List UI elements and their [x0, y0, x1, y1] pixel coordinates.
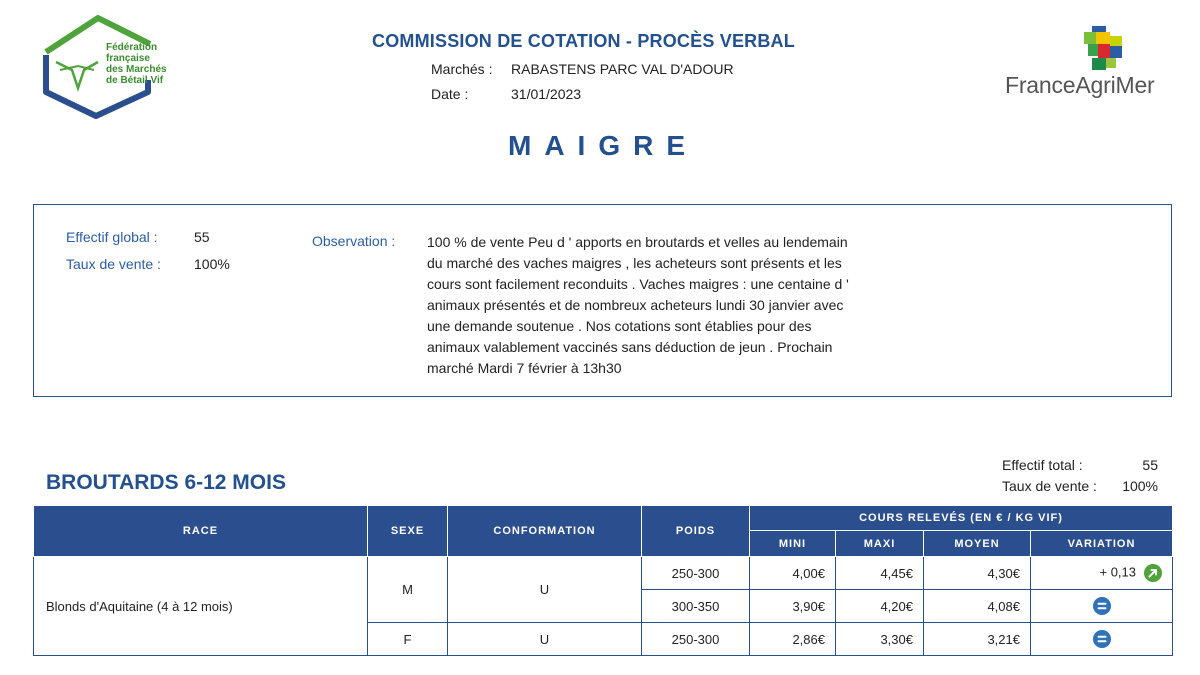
conformation-cell: U — [448, 557, 642, 623]
market-line — [431, 61, 734, 77]
col-maxi: MAXI — [836, 531, 924, 557]
market-value: RABASTENS PARC VAL D'ADOUR — [511, 61, 734, 77]
col-poids: POIDS — [642, 506, 750, 557]
equal-icon — [1093, 597, 1111, 615]
sexe-cell: F — [368, 623, 448, 656]
cotation-table — [33, 505, 1173, 656]
equal-icon — [1093, 630, 1111, 648]
moyen-cell: 4,08€ — [924, 590, 1031, 623]
observation-label: Observation : — [312, 233, 396, 249]
page-title: COMMISSION DE COTATION - PROCÈS VERBAL — [372, 31, 795, 51]
info-box — [33, 204, 1172, 397]
taux-vente-total-label: Taux de vente : — [1002, 478, 1097, 494]
effectif-global-label: Effectif global : — [66, 229, 158, 245]
effectif-total-label: Effectif total : — [1002, 457, 1083, 473]
col-mini: MINI — [750, 531, 836, 557]
col-moyen: MOYEN — [924, 531, 1031, 557]
col-race: RACE — [34, 506, 368, 557]
franceagrimer-logo-name: FranceAgriMer — [1005, 72, 1155, 98]
col-conformation: CONFORMATION — [448, 506, 642, 557]
moyen-cell: 4,30€ — [924, 557, 1031, 590]
broutards-summary — [1002, 457, 1162, 499]
table-row — [34, 557, 1173, 590]
section-title: MAIGRE — [508, 130, 698, 161]
taux-vente-label: Taux de vente : — [66, 256, 161, 272]
taux-vente-value: 100% — [194, 256, 230, 272]
mini-cell: 3,90€ — [750, 590, 836, 623]
poids-cell: 250-300 — [642, 557, 750, 590]
variation-cell — [1031, 590, 1173, 623]
conformation-cell: U — [448, 623, 642, 656]
maxi-cell: 4,45€ — [836, 557, 924, 590]
col-sexe: SEXE — [368, 506, 448, 557]
date-line — [431, 86, 581, 102]
maxi-cell: 4,20€ — [836, 590, 924, 623]
federation-logo — [38, 10, 198, 122]
broutards-title: BROUTARDS 6-12 MOIS — [46, 471, 286, 494]
col-cours-releves: COURS RELEVÉS (EN € / KG VIF) — [750, 506, 1173, 531]
date-label: Date : — [431, 86, 469, 102]
moyen-cell: 3,21€ — [924, 623, 1031, 656]
race-cell: Blonds d'Aquitaine (4 à 12 mois) — [34, 557, 368, 656]
col-variation: VARIATION — [1031, 531, 1173, 557]
poids-cell: 300-350 — [642, 590, 750, 623]
effectif-total-value: 55 — [1142, 457, 1158, 473]
maxi-cell: 3,30€ — [836, 623, 924, 656]
franceagrimer-logo — [1000, 24, 1180, 104]
federation-logo-text: Fédération française des Marchés de Bétail Vif — [106, 42, 167, 86]
taux-vente-total-value: 100% — [1122, 478, 1158, 494]
market-label: Marchés : — [431, 61, 493, 77]
variation-value: + 0,13 — [1099, 564, 1136, 580]
mini-cell: 4,00€ — [750, 557, 836, 590]
sexe-cell: M — [368, 557, 448, 623]
observation-text: 100 % de vente Peu d ' apports en broutards et velles au lendemain du marché des vaches maigres , les acheteurs sont présents et les cours sont facilement reconduits . Vaches maigres : une centaine d ' animaux présentés et de nombreux acheteurs lundi 30 janvier avec une demande soutenue . Nos cotations sont établies pour des animaux valablement vaccinés sans déduction de jeun . Prochain marché Mardi 7 février à 13h30 — [427, 234, 849, 376]
variation-cell — [1031, 557, 1173, 590]
poids-cell: 250-300 — [642, 623, 750, 656]
variation-cell — [1031, 623, 1173, 656]
date-value: 31/01/2023 — [511, 86, 582, 102]
effectif-global-value: 55 — [194, 229, 210, 245]
franceagrimer-logo-mark — [1082, 26, 1126, 74]
arrow-up-right-icon — [1144, 564, 1162, 582]
mini-cell: 2,86€ — [750, 623, 836, 656]
